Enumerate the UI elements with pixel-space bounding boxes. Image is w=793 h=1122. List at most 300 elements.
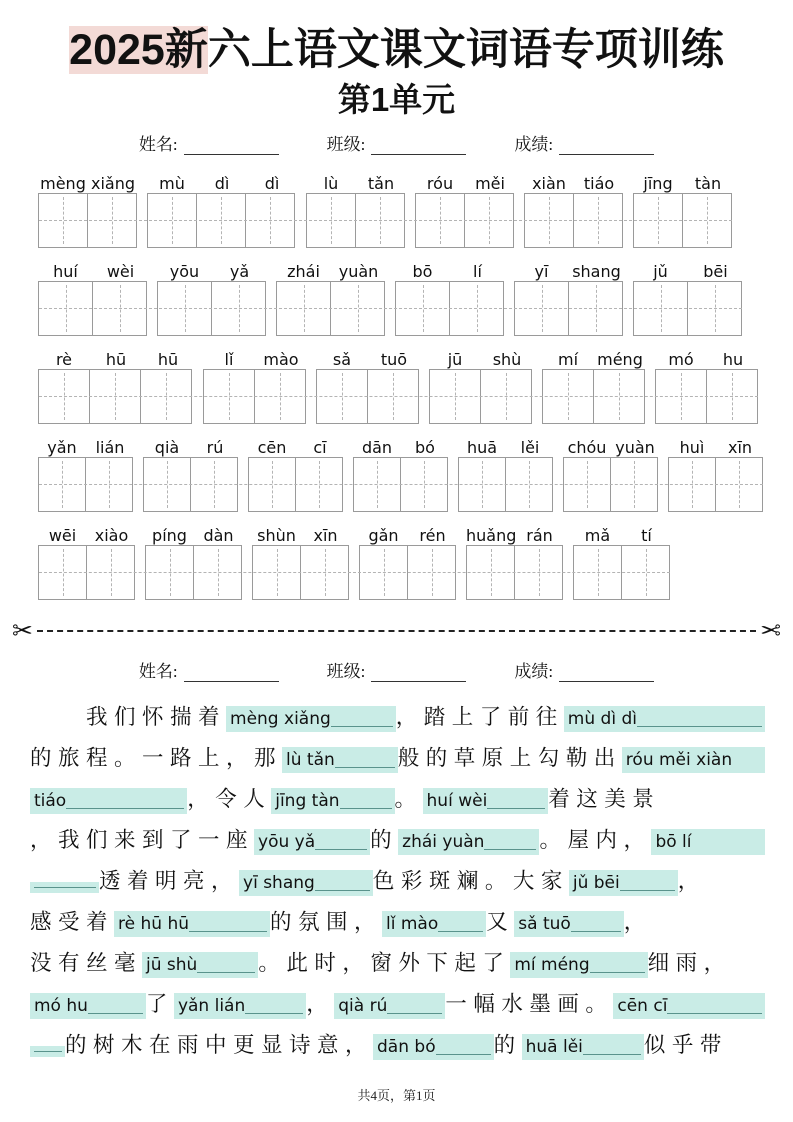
pinyin-syllable: mào xyxy=(263,349,299,369)
writing-box[interactable] xyxy=(524,193,574,248)
paragraph-line xyxy=(30,823,765,864)
writing-box[interactable] xyxy=(147,193,197,248)
paragraph-text: 。此时，窗外下起了 xyxy=(258,951,511,976)
fill-blank[interactable] xyxy=(30,993,146,1019)
pinyin-syllable: rè xyxy=(55,349,73,369)
pinyin-syllable: jū xyxy=(447,349,463,369)
writing-box-row xyxy=(524,193,624,248)
paragraph-text: 的氛围， xyxy=(270,910,383,935)
writing-box[interactable] xyxy=(211,281,266,336)
pinyin-syllable: yuàn xyxy=(615,437,655,457)
class-label: 班级: xyxy=(326,662,366,682)
pinyin-syllable: dì xyxy=(214,173,230,193)
writing-box[interactable] xyxy=(415,193,465,248)
writing-box-row xyxy=(359,545,457,600)
writing-box-row xyxy=(655,369,759,424)
blank-pinyin-hint: mèng xiǎng xyxy=(230,709,331,730)
blank-answer-line[interactable] xyxy=(331,724,393,727)
writing-box[interactable] xyxy=(355,193,405,248)
paragraph-line xyxy=(30,782,765,823)
blank-answer-line[interactable] xyxy=(315,847,367,850)
paragraph-text: 我们怀揣着 xyxy=(30,705,227,730)
word-group xyxy=(458,433,554,512)
writing-box[interactable] xyxy=(38,545,87,600)
word-group xyxy=(668,433,764,512)
word-group xyxy=(542,345,646,424)
writing-box[interactable] xyxy=(464,193,514,248)
blank-answer-line[interactable] xyxy=(590,970,645,973)
blank-answer-line[interactable] xyxy=(34,885,96,888)
writing-box[interactable] xyxy=(295,457,343,512)
pinyin-syllable: hū xyxy=(105,349,127,369)
pinyin-syllable: bō xyxy=(412,261,433,281)
writing-box[interactable] xyxy=(568,281,623,336)
word-group xyxy=(38,433,134,512)
writing-box[interactable] xyxy=(143,457,191,512)
blank-pinyin-hint: dān bó xyxy=(377,1037,436,1058)
paragraph-text: ， xyxy=(677,869,706,894)
pinyin-label-row xyxy=(203,345,307,369)
fill-blank[interactable] xyxy=(30,1046,65,1057)
fill-blank[interactable] xyxy=(522,1034,644,1060)
pinyin-label-row xyxy=(542,345,646,369)
blank-answer-line[interactable] xyxy=(438,929,483,932)
writing-box-row xyxy=(143,457,239,512)
pinyin-grid-row xyxy=(38,521,671,600)
pinyin-syllable: rú xyxy=(206,437,224,457)
writing-box[interactable] xyxy=(252,545,301,600)
pinyin-syllable: tiáo xyxy=(583,173,615,193)
name-input-line[interactable] xyxy=(184,138,279,155)
pinyin-syllable: bēi xyxy=(703,261,728,281)
paragraph-line xyxy=(30,700,765,741)
paragraph-text: ， xyxy=(306,992,335,1017)
paragraph-text: 似乎带 xyxy=(643,1033,728,1058)
pinyin-syllable: mèng xyxy=(40,173,86,193)
unit-subtitle: 第1单元 xyxy=(337,81,456,119)
pinyin-syllable: yǎn xyxy=(47,437,77,457)
blank-pinyin-hint: rè hū hū xyxy=(118,914,189,935)
paragraph-text: ，令人 xyxy=(187,787,272,812)
name-label: 姓名: xyxy=(138,662,178,682)
writing-box[interactable] xyxy=(395,281,450,336)
fill-blank[interactable] xyxy=(514,911,624,937)
score-field xyxy=(514,657,654,682)
writing-box[interactable] xyxy=(316,369,368,424)
fill-blank[interactable] xyxy=(142,952,258,978)
scissors-icon: ✂ xyxy=(12,616,33,646)
word-group xyxy=(655,345,759,424)
fill-blank[interactable] xyxy=(651,829,765,855)
writing-box[interactable] xyxy=(353,457,401,512)
blank-answer-line[interactable] xyxy=(667,1011,762,1014)
pinyin-syllable: lián xyxy=(95,437,125,457)
writing-box-row xyxy=(353,457,449,512)
title-rest: 六上语文课文词语专项训练 xyxy=(207,26,724,74)
pinyin-syllable: róu xyxy=(426,173,454,193)
fill-blank[interactable] xyxy=(622,747,765,773)
word-group xyxy=(38,521,136,600)
pinyin-label-row xyxy=(359,521,457,545)
writing-box-row xyxy=(466,545,564,600)
pinyin-label-row xyxy=(429,345,533,369)
pinyin-label-row xyxy=(633,169,733,193)
fill-blank[interactable] xyxy=(30,788,187,814)
word-group xyxy=(248,433,344,512)
writing-box[interactable] xyxy=(687,281,742,336)
blank-pinyin-hint: jū shù xyxy=(146,955,198,976)
writing-box-row xyxy=(514,281,624,336)
score-input-line[interactable] xyxy=(559,665,654,682)
word-group xyxy=(252,521,350,600)
writing-box[interactable] xyxy=(196,193,246,248)
pinyin-label-row xyxy=(655,345,759,369)
student-info-row-bottom xyxy=(0,657,793,682)
blank-answer-line[interactable] xyxy=(487,806,545,809)
writing-box[interactable] xyxy=(480,369,532,424)
blank-answer-line[interactable] xyxy=(340,806,392,809)
pinyin-syllable: xīn xyxy=(727,437,753,457)
blank-answer-line[interactable] xyxy=(189,929,267,932)
pinyin-syllable: yōu xyxy=(169,261,200,281)
scissors-icon: ✂ xyxy=(760,616,781,646)
paragraph-text: 又 xyxy=(486,910,515,935)
pinyin-grid-row xyxy=(38,169,733,248)
fill-blank[interactable] xyxy=(613,993,765,1019)
blank-answer-line[interactable] xyxy=(315,888,370,891)
blank-answer-line[interactable] xyxy=(197,970,255,973)
writing-box-row xyxy=(38,369,194,424)
writing-box-row xyxy=(38,193,138,248)
blank-pinyin-hint: róu měi xiàn xyxy=(625,750,733,771)
writing-box-row xyxy=(252,545,350,600)
writing-box[interactable] xyxy=(140,369,192,424)
writing-box[interactable] xyxy=(367,369,419,424)
pinyin-syllable: xiàn xyxy=(532,173,566,193)
fill-blank[interactable] xyxy=(271,788,394,814)
writing-box[interactable] xyxy=(514,281,569,336)
pinyin-syllable: tǎn xyxy=(367,173,395,193)
score-input-line[interactable] xyxy=(559,138,654,155)
blank-pinyin-hint: jǔ bēi xyxy=(572,873,620,894)
writing-box[interactable] xyxy=(429,369,481,424)
writing-box[interactable] xyxy=(38,457,86,512)
fill-blank[interactable] xyxy=(373,1034,494,1060)
page-title xyxy=(0,28,793,73)
blank-answer-line[interactable] xyxy=(484,847,536,850)
pinyin-label-row xyxy=(668,433,764,457)
pinyin-syllable: tàn xyxy=(694,173,722,193)
blank-answer-line[interactable] xyxy=(66,806,184,809)
pinyin-label-row xyxy=(353,433,449,457)
pinyin-label-row xyxy=(38,521,136,545)
dashed-cut-line xyxy=(37,630,756,632)
blank-answer-line[interactable] xyxy=(583,1052,641,1055)
writing-box[interactable] xyxy=(203,369,255,424)
writing-box-row xyxy=(203,369,307,424)
score-label: 成绩: xyxy=(514,135,554,155)
pinyin-label-row xyxy=(38,169,138,193)
writing-box[interactable] xyxy=(86,545,135,600)
writing-box[interactable] xyxy=(610,457,658,512)
writing-box-row xyxy=(573,545,671,600)
paragraph-text: 的树木在雨中更显诗意， xyxy=(65,1033,374,1058)
writing-box[interactable] xyxy=(458,457,506,512)
pinyin-syllable: bó xyxy=(415,437,435,457)
writing-box[interactable] xyxy=(157,281,212,336)
writing-box[interactable] xyxy=(306,193,356,248)
pinyin-grid-row xyxy=(38,257,743,336)
writing-box-row xyxy=(429,369,533,424)
word-group xyxy=(276,257,386,336)
pinyin-syllable: měi xyxy=(475,173,505,193)
writing-box-row xyxy=(458,457,554,512)
writing-box[interactable] xyxy=(573,193,623,248)
pinyin-syllable: wèi xyxy=(106,261,135,281)
word-group xyxy=(316,345,420,424)
writing-box[interactable] xyxy=(407,545,456,600)
pinyin-label-row xyxy=(147,169,297,193)
writing-box-row xyxy=(395,281,505,336)
pinyin-label-row xyxy=(415,169,515,193)
fill-blank[interactable] xyxy=(282,747,398,773)
blank-pinyin-hint: mí méng xyxy=(514,955,590,976)
paragraph-text: 的旅程。一路上，那 xyxy=(30,746,283,771)
blank-answer-line[interactable] xyxy=(245,1011,303,1014)
writing-box[interactable] xyxy=(621,545,670,600)
writing-box[interactable] xyxy=(655,369,707,424)
fill-blank[interactable] xyxy=(334,993,445,1019)
writing-box[interactable] xyxy=(706,369,758,424)
pinyin-syllable: yī xyxy=(534,261,549,281)
writing-box[interactable] xyxy=(38,193,88,248)
writing-box-row xyxy=(276,281,386,336)
pinyin-syllable: yuàn xyxy=(338,261,379,281)
blank-pinyin-hint: lù tǎn xyxy=(286,750,335,771)
writing-box[interactable] xyxy=(505,457,553,512)
grid-group-strip xyxy=(38,433,764,512)
pinyin-label-row xyxy=(633,257,743,281)
writing-box[interactable] xyxy=(449,281,504,336)
blank-pinyin-hint: huí wèi xyxy=(426,791,488,812)
word-group xyxy=(203,345,307,424)
blank-pinyin-hint: yōu yǎ xyxy=(258,832,316,853)
paragraph-text: 一幅水墨画。 xyxy=(445,992,614,1017)
writing-box-row xyxy=(157,281,267,336)
pinyin-label-row xyxy=(395,257,505,281)
pinyin-label-row xyxy=(573,521,671,545)
word-group xyxy=(353,433,449,512)
pinyin-syllable: dān xyxy=(361,437,393,457)
pinyin-syllable: jǔ xyxy=(653,261,668,281)
name-field xyxy=(139,657,279,682)
writing-box[interactable] xyxy=(593,369,645,424)
writing-box[interactable] xyxy=(300,545,349,600)
pinyin-syllable: chóu xyxy=(567,437,607,457)
title-highlight: 2025新 xyxy=(69,26,208,74)
fill-blank[interactable] xyxy=(398,829,539,855)
pinyin-syllable: lí xyxy=(473,261,482,281)
paragraph-text: 色彩斑斓。大家 xyxy=(372,869,569,894)
pinyin-syllable: huǎng xyxy=(466,525,517,545)
writing-box[interactable] xyxy=(85,457,133,512)
writing-box-row xyxy=(415,193,515,248)
writing-box[interactable] xyxy=(573,545,622,600)
writing-box-row xyxy=(633,193,733,248)
writing-box[interactable] xyxy=(542,369,594,424)
pinyin-syllable: hu xyxy=(722,349,744,369)
word-group xyxy=(359,521,457,600)
writing-box-row xyxy=(145,545,243,600)
pinyin-syllable: mù xyxy=(159,173,185,193)
word-group xyxy=(306,169,406,248)
pinyin-syllable: tuō xyxy=(380,349,408,369)
writing-box[interactable] xyxy=(668,457,716,512)
paragraph-line xyxy=(30,946,765,987)
writing-box[interactable] xyxy=(193,545,242,600)
pinyin-syllable: huí xyxy=(53,261,78,281)
cut-line xyxy=(12,616,781,646)
class-label: 班级: xyxy=(326,135,366,155)
pinyin-label-row xyxy=(306,169,406,193)
blank-pinyin-hint: sǎ tuō xyxy=(518,914,571,935)
writing-box[interactable] xyxy=(633,281,688,336)
blank-answer-line[interactable] xyxy=(34,1049,62,1052)
blank-answer-line[interactable] xyxy=(88,1011,143,1014)
writing-box[interactable] xyxy=(145,545,194,600)
pinyin-label-row xyxy=(563,433,659,457)
word-group xyxy=(524,169,624,248)
word-group xyxy=(38,257,148,336)
fill-blank[interactable] xyxy=(564,706,765,732)
pinyin-syllable: cēn xyxy=(257,437,287,457)
pinyin-syllable: rén xyxy=(419,525,446,545)
blank-pinyin-hint: mó hu xyxy=(34,996,88,1017)
name-input-line[interactable] xyxy=(184,665,279,682)
writing-box[interactable] xyxy=(466,545,515,600)
writing-box[interactable] xyxy=(514,545,563,600)
fill-blank[interactable] xyxy=(510,952,647,978)
paragraph-text: 。 xyxy=(394,787,423,812)
fill-blank[interactable] xyxy=(382,911,486,937)
blank-pinyin-hint: lǐ mào xyxy=(386,914,439,935)
fill-blank[interactable] xyxy=(254,829,370,855)
class-input-line[interactable] xyxy=(371,665,466,682)
fill-blank[interactable] xyxy=(30,882,99,893)
pinyin-label-row xyxy=(276,257,386,281)
blank-answer-line[interactable] xyxy=(571,929,621,932)
writing-box[interactable] xyxy=(254,369,306,424)
paragraph-text: 了 xyxy=(145,992,174,1017)
writing-box[interactable] xyxy=(563,457,611,512)
paragraph-line xyxy=(30,864,765,905)
pinyin-label-row xyxy=(466,521,564,545)
writing-box[interactable] xyxy=(682,193,732,248)
writing-box[interactable] xyxy=(38,369,90,424)
writing-box[interactable] xyxy=(89,369,141,424)
pinyin-syllable: shang xyxy=(572,261,621,281)
fill-in-paragraph xyxy=(30,700,765,1069)
pinyin-syllable: lǐ xyxy=(224,349,234,369)
blank-answer-line[interactable] xyxy=(436,1052,491,1055)
blank-answer-line[interactable] xyxy=(335,765,395,768)
word-group xyxy=(395,257,505,336)
pinyin-syllable: mó xyxy=(668,349,694,369)
pinyin-grid-row xyxy=(38,345,759,424)
pinyin-label-row xyxy=(38,433,134,457)
blank-answer-line[interactable] xyxy=(620,888,675,891)
word-group xyxy=(147,169,297,248)
writing-box[interactable] xyxy=(245,193,295,248)
pinyin-label-row xyxy=(248,433,344,457)
name-label: 姓名: xyxy=(138,135,178,155)
student-info-row-top xyxy=(0,130,793,155)
writing-box[interactable] xyxy=(633,193,683,248)
score-field xyxy=(514,130,654,155)
writing-box[interactable] xyxy=(248,457,296,512)
class-field xyxy=(327,657,467,682)
name-field xyxy=(139,130,279,155)
blank-pinyin-hint: jīng tàn xyxy=(275,791,340,812)
blank-answer-line[interactable] xyxy=(637,724,762,727)
blank-pinyin-hint: qià rú xyxy=(338,996,388,1017)
pinyin-syllable: hū xyxy=(157,349,179,369)
writing-box[interactable] xyxy=(190,457,238,512)
pinyin-label-row xyxy=(316,345,420,369)
paragraph-text: ， xyxy=(623,910,652,935)
writing-box-row xyxy=(38,545,136,600)
paragraph-text: ，我们来到了一座 xyxy=(30,828,255,853)
writing-box[interactable] xyxy=(276,281,331,336)
blank-answer-line[interactable] xyxy=(387,1011,442,1014)
word-group xyxy=(514,257,624,336)
pinyin-syllable: zhái xyxy=(287,261,320,281)
pinyin-syllable: mí xyxy=(557,349,579,369)
writing-box[interactable] xyxy=(359,545,408,600)
writing-box[interactable] xyxy=(38,281,93,336)
class-input-line[interactable] xyxy=(371,138,466,155)
page-footer: 共4页，第1页 xyxy=(357,1088,436,1103)
fill-blank[interactable] xyxy=(569,870,678,896)
fill-blank[interactable] xyxy=(114,911,270,937)
writing-box[interactable] xyxy=(715,457,763,512)
fill-blank[interactable] xyxy=(423,788,549,814)
blank-pinyin-hint: huā lěi xyxy=(525,1037,583,1058)
writing-box-row xyxy=(248,457,344,512)
fill-blank[interactable] xyxy=(239,870,373,896)
pinyin-syllable: méng xyxy=(597,349,643,369)
grid-group-strip xyxy=(38,521,671,600)
paragraph-text: 细雨， xyxy=(647,951,732,976)
paragraph-text: 的 xyxy=(493,1033,522,1058)
pinyin-syllable: cī xyxy=(313,437,327,457)
writing-box[interactable] xyxy=(87,193,137,248)
blank-pinyin-hint: yī shang xyxy=(243,873,315,894)
writing-box[interactable] xyxy=(330,281,385,336)
writing-box-row xyxy=(668,457,764,512)
writing-box[interactable] xyxy=(92,281,147,336)
blank-pinyin-hint: mù dì dì xyxy=(567,709,637,730)
fill-blank[interactable] xyxy=(226,706,396,732)
fill-blank[interactable] xyxy=(174,993,306,1019)
paragraph-text: 感受着 xyxy=(30,910,115,935)
blank-pinyin-hint: yǎn lián xyxy=(177,996,246,1017)
pinyin-syllable: píng xyxy=(152,525,187,545)
word-group xyxy=(145,521,243,600)
writing-box[interactable] xyxy=(400,457,448,512)
pinyin-syllable: huì xyxy=(679,437,705,457)
grid-group-strip xyxy=(38,345,759,424)
